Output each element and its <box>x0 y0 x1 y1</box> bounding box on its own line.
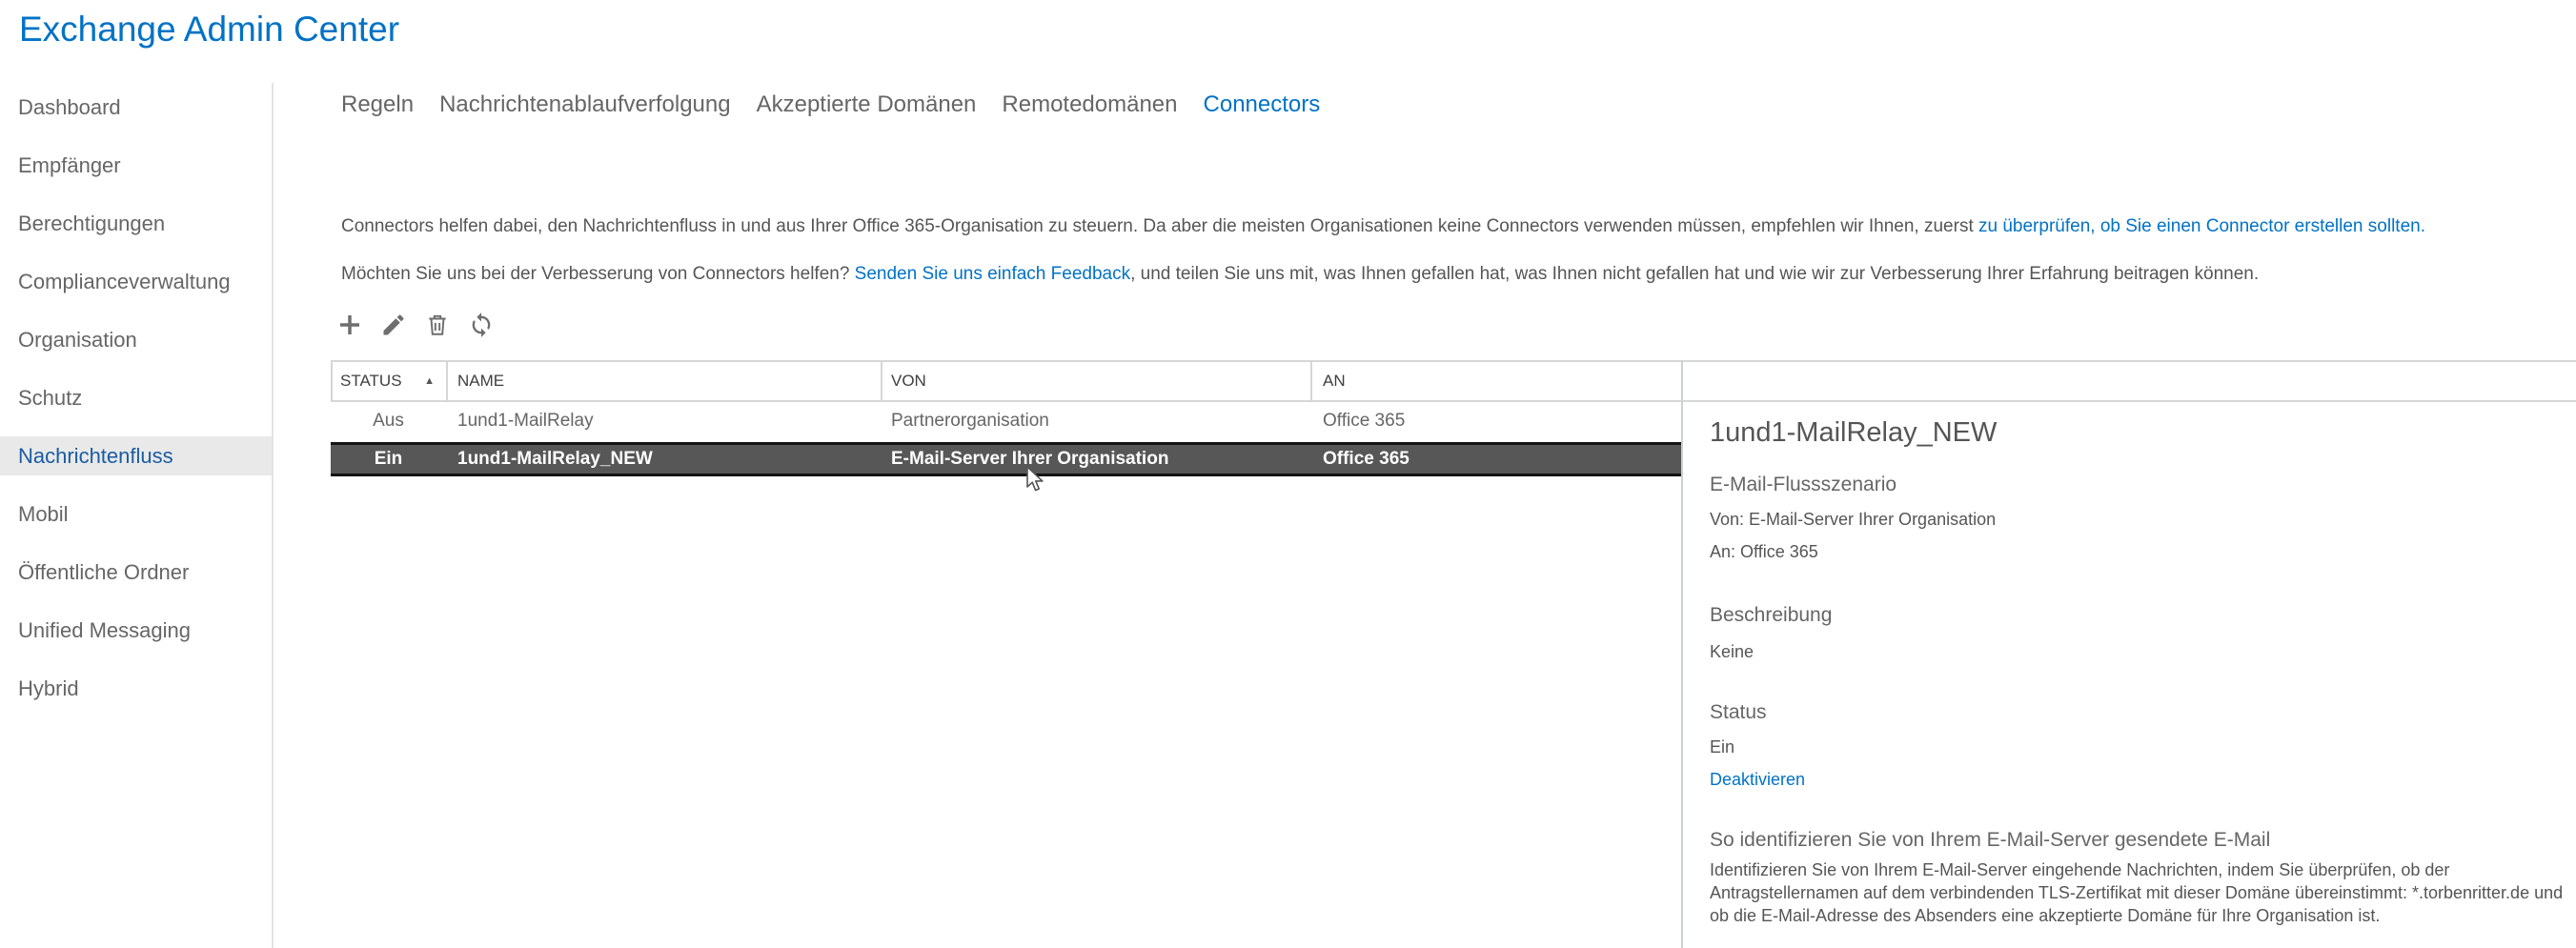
table-top-border <box>331 360 2576 362</box>
details-status-heading: Status <box>1710 701 1767 723</box>
tab-nachrichtenablaufverfolgung[interactable]: Nachrichtenablaufverfolgung <box>439 91 731 117</box>
sidebar-item-mobil[interactable]: Mobil <box>18 502 69 526</box>
column-divider <box>881 362 882 400</box>
tab-akzeptierte-domaenen[interactable]: Akzeptierte Domänen <box>756 91 977 117</box>
row-name: 1und1-MailRelay_NEW <box>457 449 653 469</box>
details-panel-divider <box>1681 360 1683 948</box>
plus-icon <box>335 311 364 342</box>
column-header-status-label: STATUS <box>340 372 402 390</box>
intro-paragraph-1 <box>341 216 2425 237</box>
row-name: 1und1-MailRelay <box>457 411 594 431</box>
sidebar-item-organisation[interactable]: Organisation <box>18 328 137 352</box>
tab-remotedomaenen[interactable]: Remotedomänen <box>1002 91 1178 117</box>
details-scenario-from: Von: E-Mail-Server Ihrer Organisation <box>1710 510 1997 529</box>
feedback-link[interactable]: Senden Sie uns einfach Feedback <box>854 264 1131 284</box>
connector-row-1und1-mailrelay[interactable] <box>331 402 1681 440</box>
refresh-button[interactable] <box>465 309 497 343</box>
details-description-value: Keine <box>1710 642 1755 661</box>
app-title: Exchange Admin Center <box>19 10 400 49</box>
sidebar-item-oeffentliche-ordner[interactable]: Öffentliche Ordner <box>18 560 190 584</box>
column-divider <box>446 362 448 400</box>
refresh-icon <box>468 312 495 341</box>
edit-connector-button[interactable] <box>377 309 410 343</box>
sidebar-divider <box>272 83 274 948</box>
add-connector-button[interactable] <box>334 309 366 343</box>
sort-ascending-icon: ▲ <box>424 375 435 387</box>
tab-regeln[interactable]: Regeln <box>341 91 415 117</box>
column-header-status[interactable] <box>331 362 446 400</box>
delete-connector-button[interactable] <box>421 309 454 343</box>
sidebar-item-hybrid[interactable]: Hybrid <box>18 676 79 700</box>
details-scenario-heading: E-Mail-Flussszenario <box>1710 474 1897 495</box>
intro-2-text-after: , und teilen Sie uns mit, was Ihnen gefallen hat, was Ihnen nicht gefallen hat und wie wir zur Verbesserung Ihrer Erfahrung beitragen können. <box>1130 264 2260 284</box>
column-header-von[interactable]: VON <box>891 372 926 390</box>
details-status-value: Ein <box>1710 737 1735 756</box>
sidebar-item-dashboard[interactable]: Dashboard <box>18 95 121 119</box>
row-status: Ein <box>374 449 403 469</box>
intro-1-text: Connectors helfen dabei, den Nachrichtenfluss in und aus Ihrer Office 365-Organisation zu steuern. Da aber die meisten Organisationen keine Connectors verwenden müssen, empfehlen wir Ihnen, zuerst <box>341 216 1979 236</box>
row-von: Partnerorganisation <box>891 411 1049 431</box>
details-scenario-to: An: Office 365 <box>1710 542 1818 561</box>
sidebar-item-empfaenger[interactable]: Empfänger <box>18 153 121 177</box>
mouse-cursor <box>1023 466 1047 499</box>
row-an: Office 365 <box>1323 449 1410 469</box>
column-divider <box>1310 362 1312 400</box>
row-von: E-Mail-Server Ihrer Organisation <box>891 449 1169 469</box>
column-header-name[interactable]: NAME <box>457 372 505 390</box>
pencil-icon <box>380 312 407 341</box>
details-title: 1und1-MailRelay_NEW <box>1710 417 1998 448</box>
sidebar <box>0 88 272 727</box>
connector-row-1und1-mailrelay-new-selected[interactable] <box>331 442 1681 476</box>
sidebar-item-unified-messaging[interactable]: Unified Messaging <box>18 618 191 642</box>
tab-connectors[interactable]: Connectors <box>1203 91 1321 117</box>
sidebar-item-nachrichtenfluss[interactable]: Nachrichtenfluss <box>0 436 272 475</box>
sidebar-item-berechtigungen[interactable]: Berechtigungen <box>18 212 166 235</box>
column-header-an[interactable]: AN <box>1323 372 1346 390</box>
tab-bar <box>341 91 1320 118</box>
sidebar-item-schutz[interactable]: Schutz <box>18 386 83 410</box>
deactivate-link[interactable]: Deaktivieren <box>1710 770 1806 789</box>
intro-2-text-before: Möchten Sie uns bei der Verbesserung von Connectors helfen? <box>341 264 855 284</box>
details-description-heading: Beschreibung <box>1710 604 1833 626</box>
check-connector-link[interactable]: zu überprüfen, ob Sie einen Connector erstellen sollten. <box>1978 216 2425 236</box>
trash-icon <box>425 313 450 340</box>
connector-toolbar <box>334 309 497 343</box>
intro-paragraph-2 <box>341 264 2259 285</box>
details-identify-heading: So identifizieren Sie von Ihrem E-Mail-Server gesendete E-Mail <box>1710 829 2271 851</box>
sidebar-item-complianceverwaltung[interactable]: Complianceverwaltung <box>18 270 231 293</box>
details-identify-text: Identifizieren Sie von Ihrem E-Mail-Server eingehende Nachrichten, indem Sie überprüfen, ob der Antragstellernamen auf dem verbindenden TLS-Zertifikat mit dieser Domäne übereinstimmt: *.torbenritter.de und ob die E-Mail-Adresse des Absenders eine akzeptierte Domäne für Ihre Organisation ist. <box>1710 860 2564 925</box>
row-status: Aus <box>373 411 404 431</box>
row-an: Office 365 <box>1323 411 1406 431</box>
